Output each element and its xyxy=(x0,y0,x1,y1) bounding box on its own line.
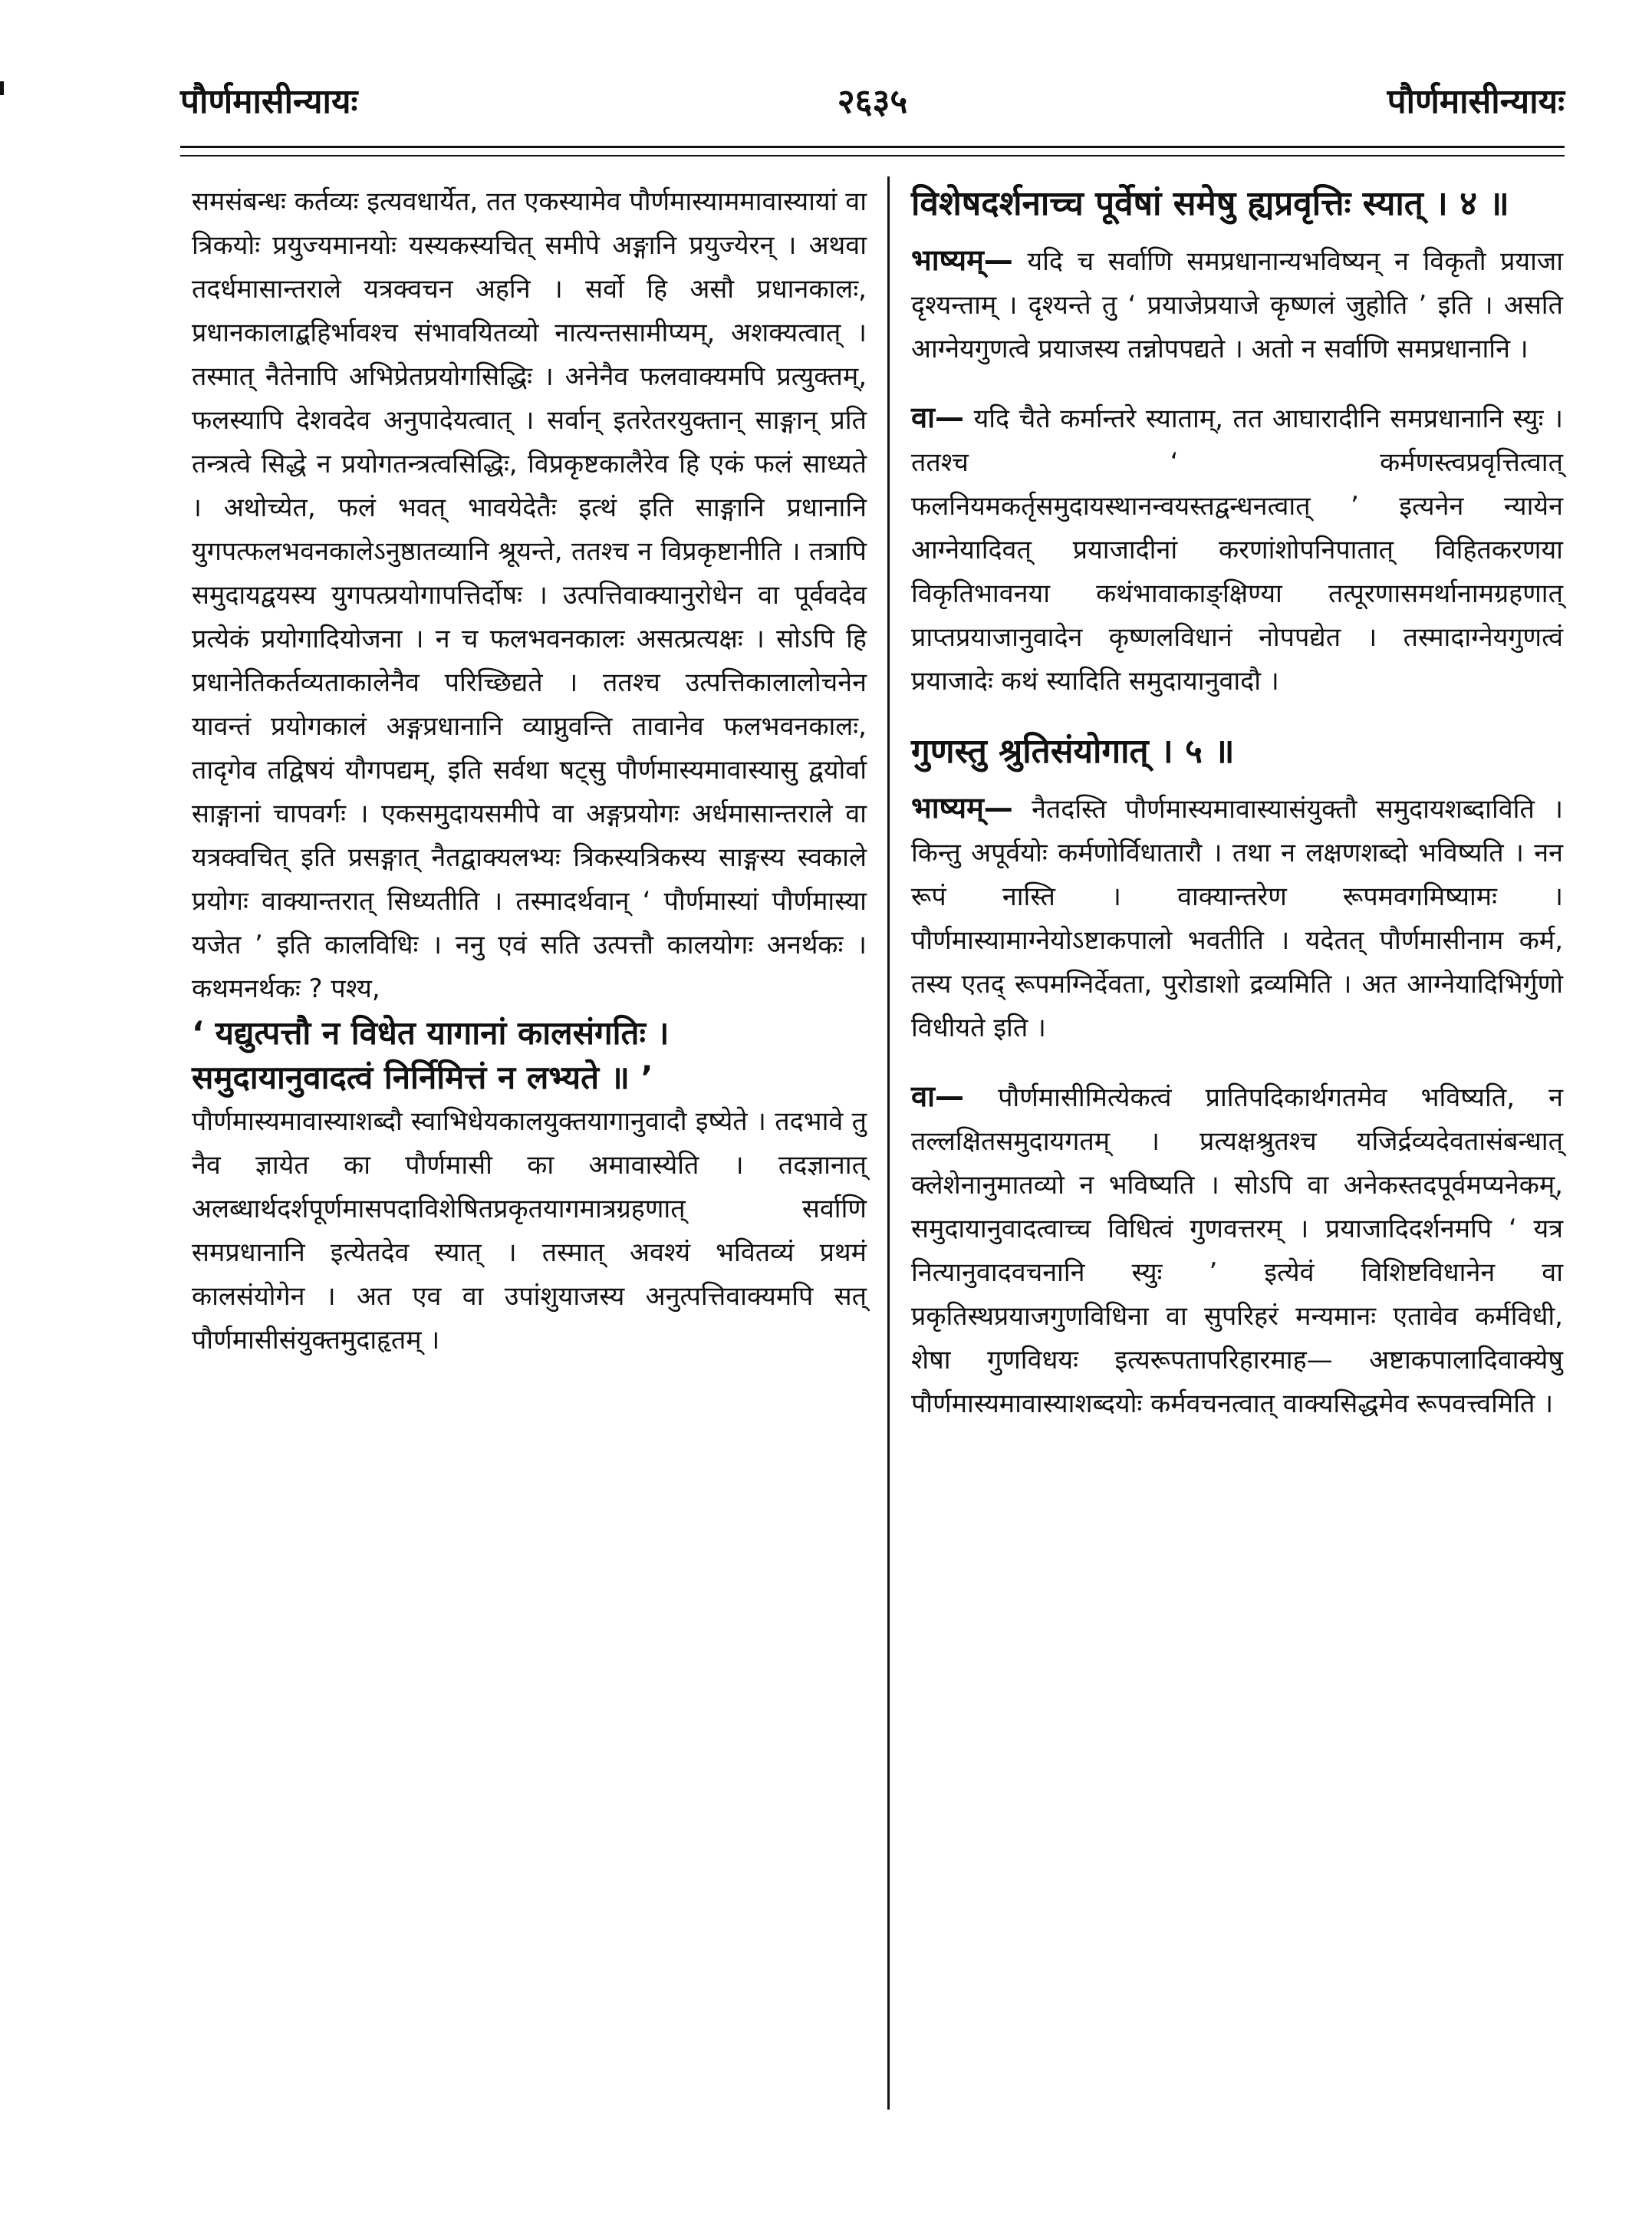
verse-line-1: ‘ यद्युत्पत्तौ न विधेत यागानां कालसंगतिः । xyxy=(192,1014,670,1052)
running-header xyxy=(180,77,1565,138)
bhashya-4-text: यदि च सर्वाणि समप्रधानान्यभविष्यन् न विकृतौ प्रयाजा दृश्यन्ताम् । दृश्यन्ते तु ‘ प्रयाजेप्रयाजे कृष्णलं जुहोति ’ इति । असति आग्नेयगुणत्वे प्रयाजस्य तन्नोपपद्यते । अतो न सर्वाणि समप्रधानानि । xyxy=(911,246,1563,364)
header-rule xyxy=(180,146,1565,148)
vartika-4-text: यदि चैते कर्मान्तरे स्याताम्, तत आघारादीनि समप्रधानानि स्युः । ततश्च ‘ कर्मणस्त्वप्रवृत्तित्वात् फलनियमकर्तृसमुदायस्थानन्वयस्तद्वन्धनत्वात् ’ इत्यनेन न्यायेन आग्नेयादिवत् प्रयाजादीनां करणांशोपनिपातात् विहितकरणया विकृतिभावनया कथंभावाकाङ्क्षिण्या तत्पूरणासमर्थानामग्रहणात् प्राप्तप्रयाजानुवादेन कृष्णलविधानं नोपपद्येत । तस्मादाग्नेयगुणत्वं प्रयाजादेः कथं स्यादिति समुदायानुवादौ । xyxy=(911,404,1563,697)
sutra-5: गुणस्तु श्रुतिसंयोगात् । ५ ॥ xyxy=(911,732,1235,771)
header-rule-thin xyxy=(180,155,1565,156)
right-column xyxy=(911,180,1563,1426)
bhashya-5-label: भाष्यम्— xyxy=(911,791,1013,825)
vartika-5-label: वा— xyxy=(911,1079,964,1113)
margin-mark xyxy=(0,81,4,95)
left-paragraph-2: पौर्णमास्यमावास्याशब्दौ स्वाभिधेयकालयुक्तयागानुवादौ इष्येते । तदभावे तु नैव ज्ञायेत का पौर्णमासी का अमावास्येति । तदज्ञानात् अलब्धार्थदर्शपूर्णमासपदाविशेषितप्रकृतयागमात्रग्रहणात् सर्वाणि समप्रधानानि इत्येतदेव स्यात् । तस्मात् अवश्यं भवितव्यं प्रथमं कालसंयोगेन । अत एव वा उपांशुयाजस्य अनुत्पत्तिवाक्यमपि सत् पौर्णमासीसंयुक्तमुदाहृतम् । xyxy=(192,1106,867,1355)
header-left-title: पौर्णमासीन्यायः xyxy=(180,82,358,121)
bhashya-4 xyxy=(911,239,1563,371)
left-column xyxy=(192,180,867,1362)
bhashya-5-text: नैतदस्ति पौर्णमास्यमावास्यासंयुक्तौ समुदायशब्दाविति । किन्तु अपूर्वयोः कर्मणोर्विधातारौ । तथा न लक्षणशब्दो भविष्यति । नन रूपं नास्ति । वाक्यान्तरेण रूपमवगमिष्यामः । पौर्णमास्यामाग्नेयोऽष्टाकपालो भवतीति । यदेतत् पौर्णमासीनाम कर्म, तस्य एतद् रूपमग्निर्देवता, पुरोडाशो द्रव्यमिति । अत आग्नेयादिभिर्गुणो विधीयते इति । xyxy=(911,794,1563,1043)
column-divider xyxy=(887,176,890,2110)
bhashya-4-label: भाष्यम्— xyxy=(911,243,1013,277)
vartika-5 xyxy=(911,1075,1563,1426)
left-paragraph-1: समसंबन्धः कर्तव्यः इत्यवधार्येत, तत एकस्यामेव पौर्णमास्याममावास्यायां वा त्रिकयोः प्रयुज्यमानयोः यस्यकस्यचित् समीपे अङ्गानि प्रयुज्येरन् । अथवा तदर्धमासान्तराले यत्रक्वचन अहनि । सर्वो हि असौ प्रधानकालः, प्रधानकालाद्बहिर्भावश्च संभावयितव्यो नात्यन्तसामीप्यम्, अशक्यत्वात् । तस्मात् नैतेनापि अभिप्रेतप्रयोगसिद्धिः । अनेनैव फलवाक्यमपि प्रत्युक्तम्, फलस्यापि देशवदेव अनुपादेयत्वात् । सर्वान् इतरेतरयुक्तान् साङ्गान् प्रति तन्त्रत्वे सिद्धे न प्रयोगतन्त्रत्वसिद्धिः, विप्रकृष्टकालैरेव हि एकं फलं साध्यते । अथोच्येत, फलं भवत् भावयेदेतैः इत्थं इति साङ्गानि प्रधानानि युगपत्फलभवनकालेऽनुष्ठातव्यानि श्रूयन्ते, ततश्च न विप्रकृष्टानीति । तत्रापि समुदायद्वयस्य युगपत्प्रयोगापत्तिर्दोषः । उत्पत्तिवाक्यानुरोधेन वा पूर्ववदेव प्रत्येकं प्रयोगादियोजना । न च फलभवनकालः असत्प्रत्यक्षः । सोऽपि हि प्रधानेतिकर्तव्यताकालेनैव परिच्छिद्यते । ततश्च उत्पत्तिकालालोचनेन यावन्तं प्रयोगकालं अङ्गप्रधानानि व्याप्नुवन्ति तावानेव फलभवनकालः, तादृगेव तद्विषयं यौगपद्यम्, इति सर्वथा षट्सु पौर्णमास्यमावास्यासु द्वयोर्वा साङ्गानां चापवर्गः । एकसमुदायसमीपे वा अङ्गप्रयोगः अर्धमासान्तराले वा यत्रक्वचित् इति प्रसङ्गात् नैतद्वाक्यलभ्यः त्रिकस्यत्रिकस्य साङ्गस्य स्वकाले प्रयोगः वाक्यान्तरात् सिध्यतीति । तस्मादर्थवान् ‘ पौर्णमास्यां पौर्णमास्या यजेत ’ इति कालविधिः । ननु एवं सति उत्पत्तौ कालयोगः अनर्थकः । कथमनर्थकः ? पश्य, xyxy=(192,186,867,1004)
header-right-title: पौर्णमासीन्यायः xyxy=(1387,82,1565,121)
bhashya-5 xyxy=(911,786,1563,1050)
vartika-5-text: पौर्णमासीमित्येकत्वं प्रातिपदिकार्थगतमेव भविष्यति, न तल्लक्षितसमुदायगतम् । प्रत्यक्षश्रुतश्च यजिर्द्रव्यदेवतासंबन्धात् क्लेशेनानुमातव्यो न भविष्यति । सोऽपि वा अनेकस्तदपूर्वमप्यनेकम्, समुदायानुवादत्वाच्च विधित्वं गुणवत्तरम् । प्रयाजादिदर्शनमपि ‘ यत्र नित्यानुवादवचनानि स्युः ’ इत्येवं विशिष्टविधानेन वा प्रकृतिस्थप्रयाजगुणविधिना वा सुपरिहरं मन्यमानः एतावेव कर्मविधी, शेषा गुणविधयः इत्यरूपतापरिहारमाह— अष्टाकपालादिवाक्येषु पौर्णमास्यमावास्याशब्दयोः कर्मवचनत्वात् वाक्यसिद्धमेव रूपवत्त्वमिति । xyxy=(911,1082,1563,1419)
sutra-4: विशेषदर्शनाच्च पूर्वेषां समेषु ह्यप्रवृत्तिः स्यात् । ४ ॥ xyxy=(911,184,1509,223)
vartika-4 xyxy=(911,396,1563,703)
verse-line-2: समुदायानुवादत्वं निर्निमित्तं न लभ्यते ॥ ’ xyxy=(192,1059,653,1096)
vartika-4-label: वा— xyxy=(911,400,964,434)
page-number: २६३५ xyxy=(837,82,908,121)
